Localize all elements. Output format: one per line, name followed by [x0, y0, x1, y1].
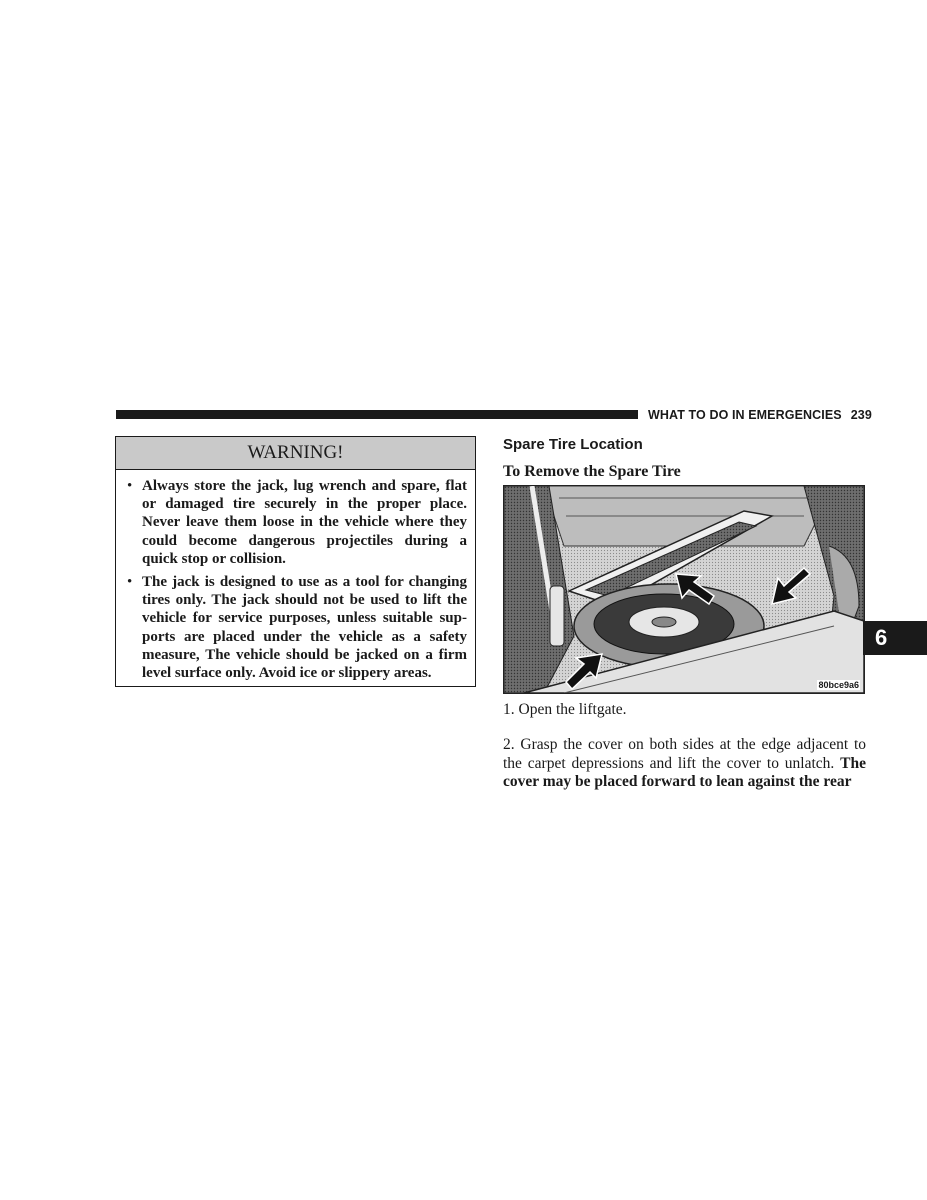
bullet-icon: •: [127, 574, 133, 591]
step-2-text: 2. Grasp the cover on both sides at the edge adjacent to the carpet depressions and lift the cover to unlatch.: [503, 736, 866, 772]
warning-item-text: Always store the jack, lug wrench and spare, flat or damaged tire securely in the proper place. Never leave them loose in the vehicle where they could become dangerous projectiles during a quick stop or collision.: [142, 478, 467, 567]
spare-tire-illustration: [503, 485, 865, 694]
warning-list: [116, 470, 475, 682]
figure-code: 80bce9a6: [818, 680, 859, 690]
warning-box: [115, 436, 476, 687]
bullet-icon: •: [127, 478, 133, 494]
warning-item: [127, 573, 467, 682]
page-number: 239: [850, 408, 872, 422]
step-2-emphasis: The cover may be placed forward to lean against the rear: [503, 754, 866, 791]
cargo-area-drawing: [504, 486, 864, 693]
warning-item: [127, 477, 467, 568]
section-title: Spare Tire Location: [503, 436, 643, 453]
step-1: 1. Open the liftgate.: [503, 701, 627, 718]
warning-item-text: The jack is designed to use as a tool for changing tires only. The jack should not be used to lift the vehicle for service purposes, unless suitable sup- ports are placed under the vehicle as a safety measure, The vehicle should be jacked on a firm level surface only. Avoid ice or slippery areas.: [142, 574, 467, 682]
subsection-title: To Remove the Spare Tire: [503, 463, 681, 480]
header-rule: [116, 410, 638, 419]
chapter-tab: 6: [863, 621, 927, 655]
running-header: [648, 408, 872, 422]
warning-title: WARNING!: [116, 437, 475, 470]
header-section-title: WHAT TO DO IN EMERGENCIES: [648, 408, 842, 422]
step-2: [503, 736, 866, 792]
